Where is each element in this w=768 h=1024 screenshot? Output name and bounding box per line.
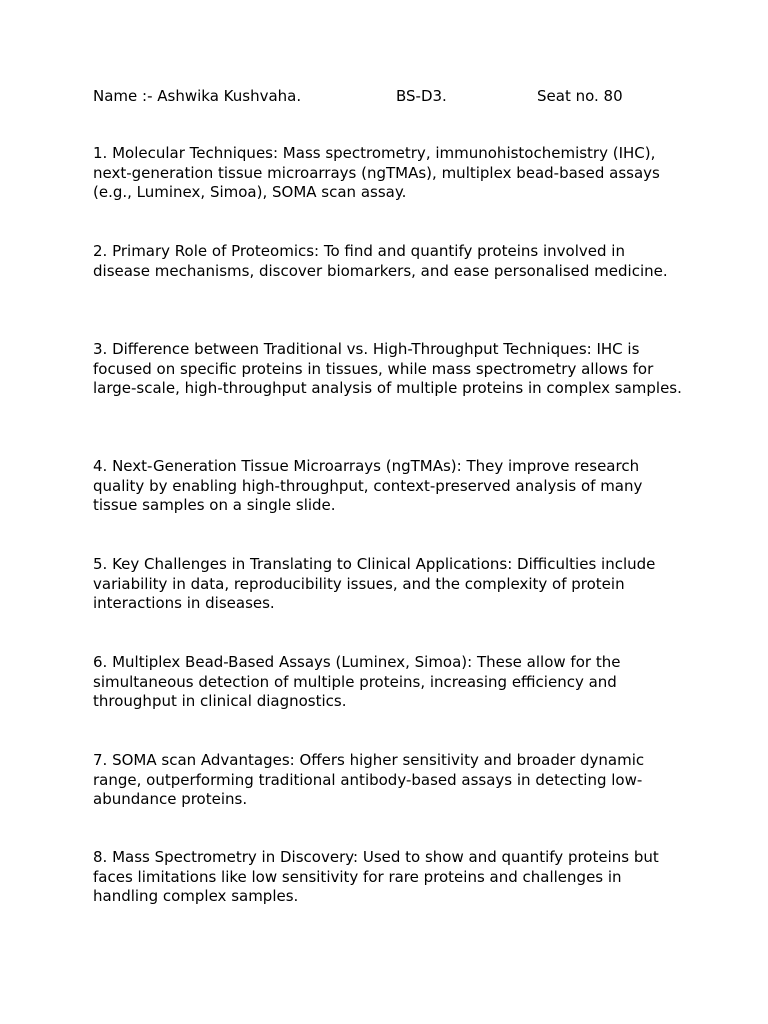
student-class: BS-D3.	[396, 87, 447, 105]
student-header	[93, 86, 693, 106]
answer-3: 3. Difference between Traditional vs. High-Throughput Techniques: IHC is focused on specific proteins in tissues, while mass spectrometry allows for large-scale, high-throughput analysis of multiple proteins in complex samples.	[93, 340, 682, 397]
answer-7: 7. SOMA scan Advantages: Offers higher sensitivity and broader dynamic range, outperforming traditional antibody-based assays in detecting low-abundance proteins.	[93, 751, 645, 808]
answer-2: 2. Primary Role of Proteomics: To find and quantify proteins involved in disease mechanisms, discover biomarkers, and ease personalised medicine.	[93, 242, 668, 280]
answer-1: 1. Molecular Techniques: Mass spectrometry, immunohistochemistry (IHC), next-generation tissue microarrays (ngTMAs), multiplex bead-based assays (e.g., Luminex, Simoa), SOMA scan assay.	[93, 144, 660, 201]
seat-number: Seat no. 80	[537, 87, 623, 105]
answer-5: 5. Key Challenges in Translating to Clinical Applications: Difficulties include variability in data, reproducibility issues, and the complexity of protein interactions in diseases.	[93, 555, 656, 612]
student-name: Name :- Ashwika Kushvaha.	[93, 87, 302, 105]
answer-6: 6. Multiplex Bead-Based Assays (Luminex, Simoa): These allow for the simultaneous detection of multiple proteins, increasing efficiency and throughput in clinical diagnostics.	[93, 653, 621, 710]
answer-8: 8. Mass Spectrometry in Discovery: Used to show and quantify proteins but faces limitations like low sensitivity for rare proteins and challenges in handling complex samples.	[93, 848, 659, 905]
answer-4: 4. Next-Generation Tissue Microarrays (ngTMAs): They improve research quality by enabling high-throughput, context-preserved analysis of many tissue samples on a single slide.	[93, 457, 643, 514]
